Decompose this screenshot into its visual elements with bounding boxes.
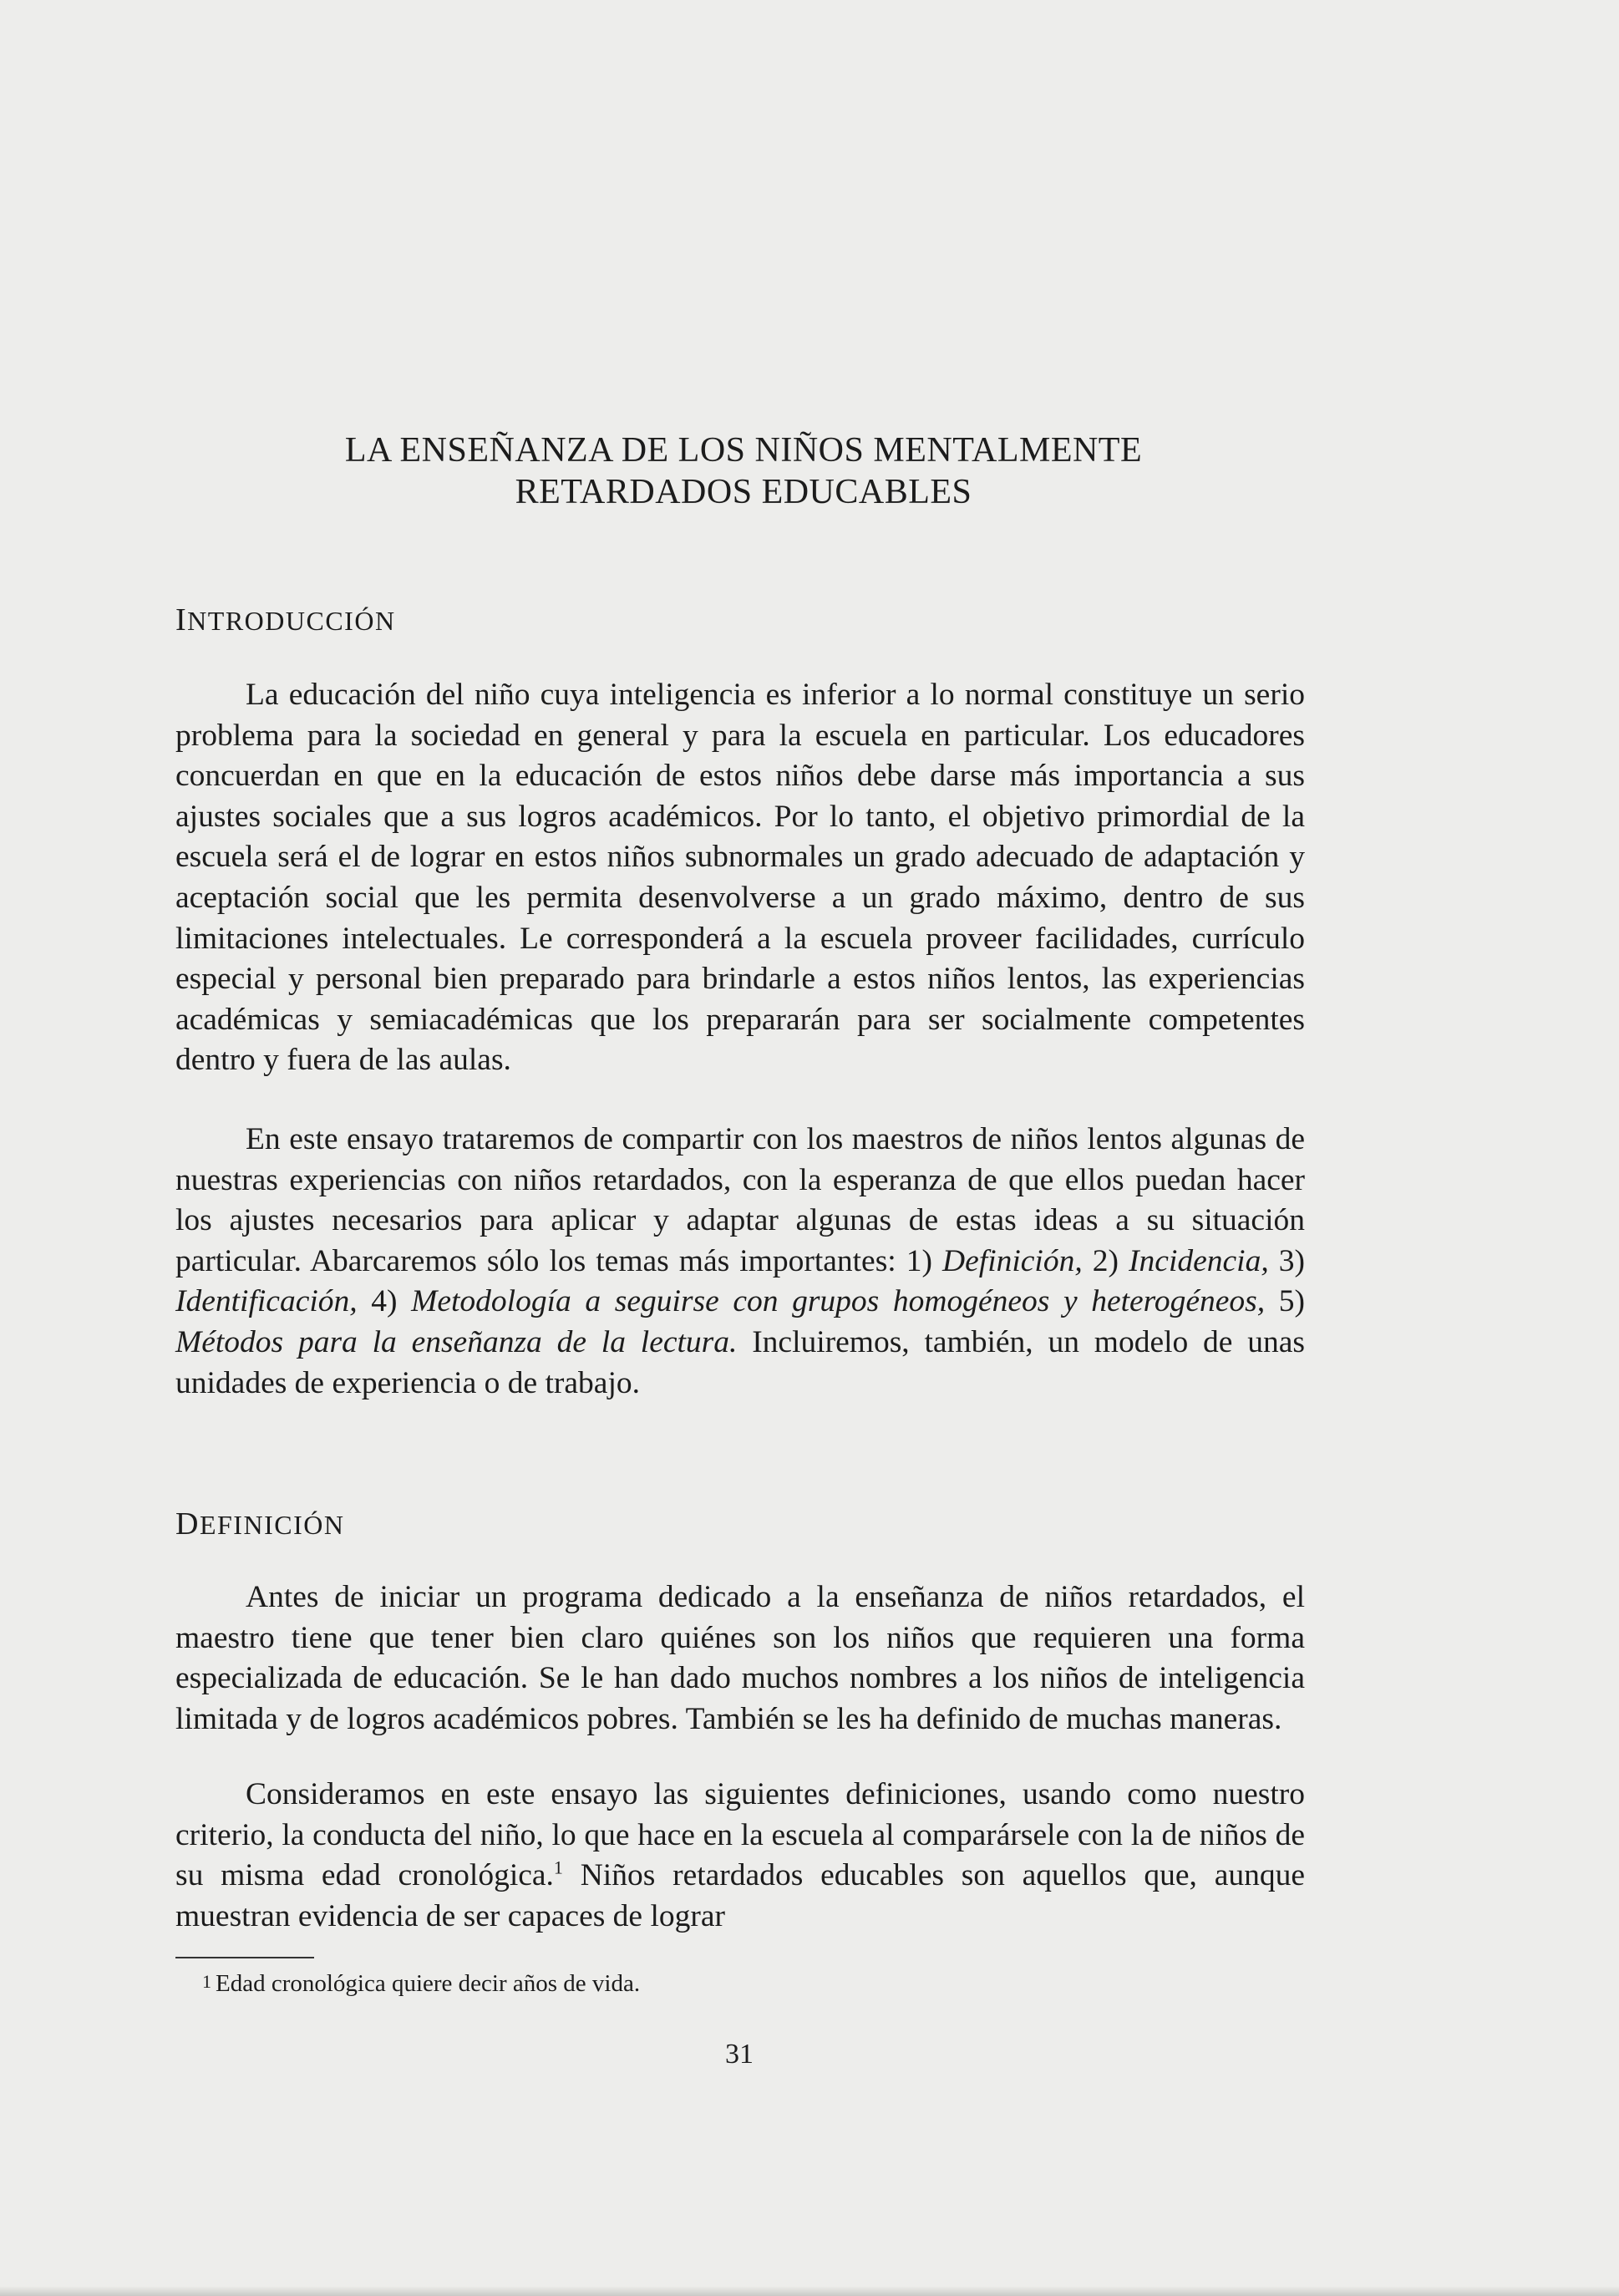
title-line-2: RETARDADOS EDUCABLES (515, 473, 972, 511)
heading-rest: NTRODUCCIÓN (187, 606, 396, 636)
heading-initial: D (175, 1506, 200, 1542)
page-edge-shadow (0, 2286, 1619, 2296)
definition-p2-start: Consideramos en este ensayo las siguientes definiciones, usando como nuestro criterio, la conducta del niño, lo que hace en la escuela al comparársele con la de niños de su misma edad cronológica. (175, 1777, 1305, 1893)
intro-p2-end: Incluiremos, también, un modelo de unas unidades de experiencia o de trabajo. (175, 1324, 1305, 1400)
page-number: 31 (725, 2039, 754, 2070)
topic-separator: 3) (1268, 1243, 1305, 1278)
intro-paragraph-1: La educación del niño cuya inteligencia es inferior a lo normal constituye un serio problema para la sociedad en general y para la escuela en particular. Los educadores concuerdan en que en la educación de estos niños debe darse más importancia a sus ajustes sociales que a sus logros académicos. Por lo tanto, el objetivo primordial de la escuela será el de lograr en estos niños subnormales un grado adecuado de adaptación y aceptación social que les permita desenvolverse a un grado máximo, dentro de sus limitaciones intelectuales. Le corresponderá a la escuela proveer facilidades, currículo especial y personal bien preparado para brindarle a estos niños lentos, las experiencias académicas y semiacadémicas que los prepararán para ser socialmente competentes dentro y fuera de las aulas. (175, 678, 1305, 1078)
title-line-1: LA ENSEÑANZA DE LOS NIÑOS MENTALMENTE (344, 431, 1143, 470)
definition-paragraph-2 (175, 1775, 1305, 1937)
section-heading-introduccion (175, 602, 396, 638)
definition-paragraph-1: Antes de iniciar un programa dedicado a la enseñanza de niños retardados, el maestro tiene que tener bien claro quiénes son los niños que requieren una forma especializada de educación. Se le han dado muchos nombres a los niños de inteligencia limitada y de logros académicos pobres. También se les ha definido de muchas maneras. (175, 1580, 1305, 1736)
topic-metodologia: Metodología a seguirse con grupos homogéneos y heterogéneos, (411, 1284, 1266, 1319)
footnote-mark: 1 (202, 1971, 211, 1992)
footnote (202, 1968, 641, 1999)
footnote-divider (175, 1957, 314, 1958)
topic-incidencia: Incidencia, (1129, 1243, 1269, 1278)
footnote-reference: 1 (553, 1857, 563, 1878)
topic-separator: 4) (357, 1284, 412, 1319)
heading-rest: EFINICIÓN (199, 1510, 345, 1540)
section-heading-definicion (175, 1506, 344, 1542)
topic-metodos-lectura: Métodos para la enseñanza de la lectura. (175, 1324, 738, 1359)
heading-initial: I (175, 602, 188, 637)
definition-p2-end: Niños retardados educables son aquellos que, aunque muestran evidencia de ser capaces de lograr (175, 1858, 1305, 1933)
footnote-text: Edad cronológica quiere decir años de vida. (216, 1970, 641, 1997)
topic-identificacion: Identificación, (175, 1284, 358, 1319)
topic-separator: 5) (1265, 1284, 1305, 1319)
intro-paragraph-2 (175, 1120, 1305, 1404)
topic-definicion: Definición, (942, 1243, 1083, 1278)
topic-separator: 2) (1082, 1243, 1129, 1278)
intro-p2-start: En este ensayo trataremos de compartir con los maestros de niños lentos algunas de nuestras experiencias con niños retardados, con la esperanza de que ellos puedan hacer los ajustes necesarios para aplicar y adaptar algunas de estas ideas a su situación particular. Abarcaremos sólo los temas más importantes: 1) (175, 1122, 1305, 1278)
